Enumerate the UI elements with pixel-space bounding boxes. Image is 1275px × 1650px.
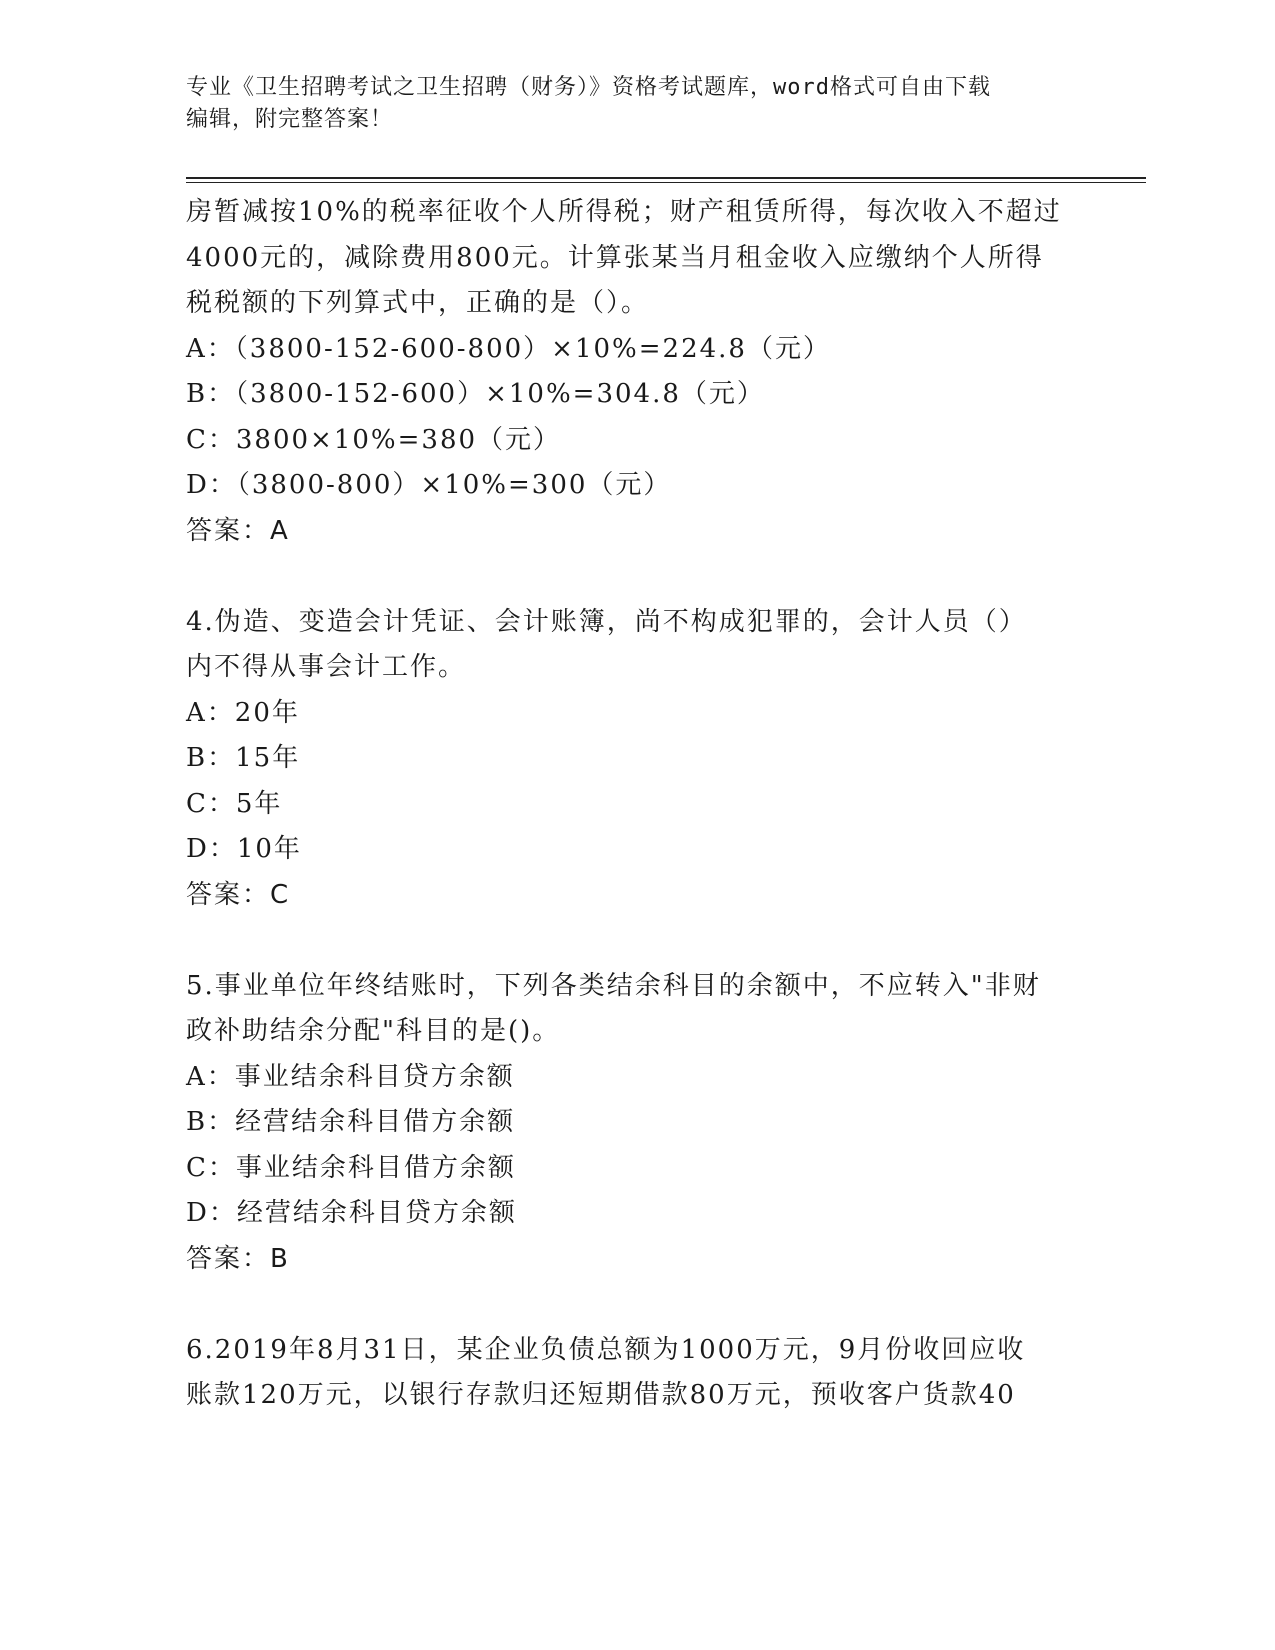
- question-text-line: 房暂减按10%的税率征收个人所得税；财产租赁所得，每次收入不超过: [186, 197, 1062, 227]
- option-a: A：事业结余科目贷方余额: [186, 1061, 515, 1092]
- header-rule-thin: [186, 182, 1146, 183]
- question-text-line: 4000元的，减除费用800元。计算张某当月租金收入应缴纳个人所得: [186, 242, 1044, 273]
- option-c: C：3800×10%=380（元）: [186, 424, 562, 455]
- option-b: B：15年: [186, 743, 301, 773]
- question-text-line: 4.伪造、变造会计凭证、会计账簿，尚不构成犯罪的，会计人员（）: [186, 606, 1027, 637]
- question-3: [186, 190, 1086, 554]
- question-4: [186, 600, 1086, 919]
- option-c: C：5年: [186, 788, 283, 819]
- option-d: D：（3800-800）×10%=300（元）: [186, 470, 672, 500]
- question-text-line: 内不得从事会计工作。: [186, 652, 467, 682]
- question-5: [186, 964, 1086, 1283]
- question-text-line: 账款120万元，以银行存款归还短期借款80万元，预收客户货款40: [186, 1380, 1016, 1410]
- question-text-line: 政补助结余分配"科目的是()。: [186, 1016, 561, 1046]
- option-c: C：事业结余科目借方余额: [186, 1152, 516, 1183]
- answer-label: 答案：B: [186, 1243, 290, 1274]
- option-d: D：经营结余科目贷方余额: [186, 1198, 517, 1228]
- option-a: A：20年: [186, 697, 300, 728]
- document-header: [186, 72, 1086, 136]
- question-6: [186, 1328, 1086, 1419]
- header-line-2: 编辑，附完整答案！: [186, 107, 394, 132]
- header-rule-thick: [186, 177, 1146, 179]
- answer-label: 答案：C: [186, 879, 291, 910]
- option-a: A：（3800-152-600-800）×10%=224.8（元）: [186, 333, 831, 364]
- question-content: [186, 190, 1086, 1419]
- option-b: B：（3800-152-600）×10%=304.8（元）: [186, 379, 765, 409]
- question-text-line: 5.事业单位年终结账时，下列各类结余科目的余额中，不应转入"非财: [186, 970, 1041, 1001]
- question-text-line: 6.2019年8月31日，某企业负债总额为1000万元，9月份收回应收: [186, 1334, 1026, 1365]
- header-line-1: 专业《卫生招聘考试之卫生招聘（财务）》资格考试题库，word格式可自由下载: [186, 75, 991, 100]
- option-b: B：经营结余科目借方余额: [186, 1107, 516, 1137]
- option-d: D：10年: [186, 834, 302, 864]
- question-text-line: 税税额的下列算式中，正确的是（）。: [186, 288, 650, 318]
- answer-label: 答案：A: [186, 515, 290, 546]
